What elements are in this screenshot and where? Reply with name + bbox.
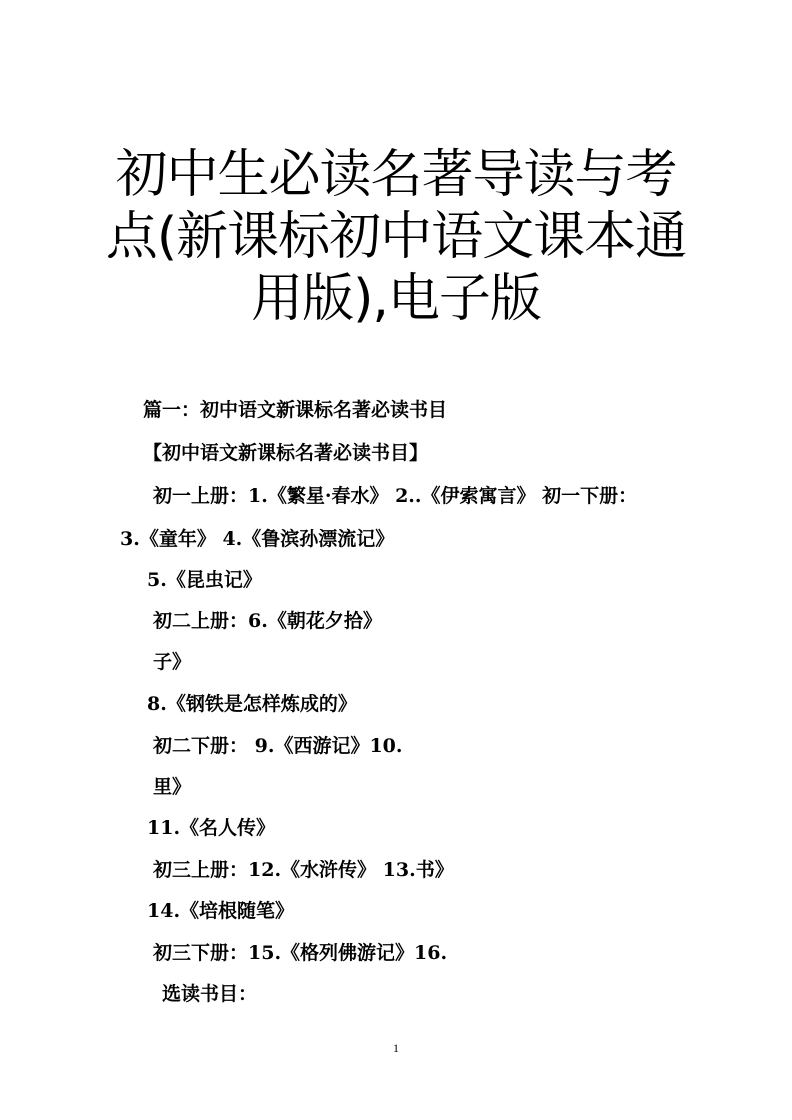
reading-list-heading: 【初中语文新课标名著必读书目】 (143, 442, 429, 464)
book-item-8: 8.《钢铁是怎样炼成的》 (147, 693, 357, 715)
book-fragment-7: 子》 (153, 651, 192, 673)
grade9-term2-books: 初三下册：15.《格列佛游记》16. (153, 942, 448, 964)
book-fragment-10: 里》 (153, 776, 192, 798)
book-item-14: 14.《培根随笔》 (147, 900, 295, 922)
book-item-5: 5.《昆虫记》 (147, 569, 262, 591)
grade8-term1-books: 初二上册：6.《朝花夕拾》 (153, 610, 382, 632)
page-number: 1 (393, 1041, 399, 1055)
document-title-line-2: 点(新课标初中语文课本通 (105, 207, 687, 267)
grade8-term2-books: 初二下册： 9.《西游记》10. (153, 735, 403, 757)
document-title-line-3: 用版),电子版 (251, 269, 541, 329)
section-heading: 篇一：初中语文新课标名著必读书目 (143, 399, 448, 421)
grade9-term1-books: 初三上册：12.《水浒传》 13.书》 (153, 859, 454, 881)
grade7-term2-books: 3.《童年》 4.《鲁滨孙漂流记》 (120, 528, 395, 550)
grade7-term1-books: 初一上册：1.《繁星·春水》 2..《伊索寓言》 初一下册： (153, 485, 638, 507)
optional-reading-heading: 选读书目： (162, 983, 258, 1005)
document-title-line-1: 初中生必读名著导读与考 (115, 145, 677, 205)
book-item-11: 11.《名人传》 (147, 817, 276, 839)
